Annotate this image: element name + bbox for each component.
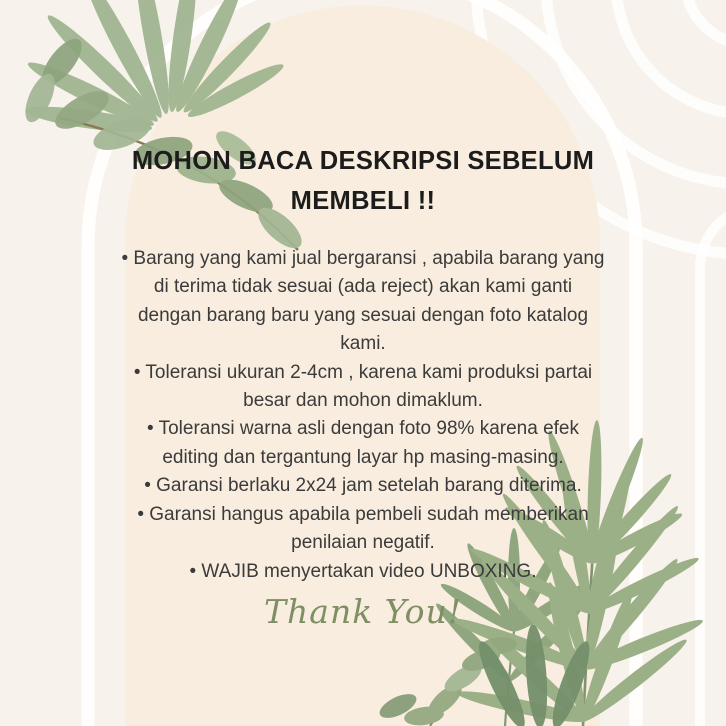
notice-bullet-warranty: • Barang yang kami jual bergaransi , apabila barang yang di terima tidak sesuai (ada reject) akan kami ganti dengan barang baru yang sesuai dengan foto katalog kami. [121, 248, 605, 355]
notice-bullet-warranty-void: • Garansi hangus apabila pembeli sudah memberikan penilaian negatif. [137, 503, 589, 554]
notice-body [121, 245, 605, 586]
notice-content [121, 0, 605, 631]
notice-bullet-unboxing: • WAJIB menyertakan video UNBOXING. [189, 560, 537, 582]
notice-bullet-warranty-period: • Garansi berlaku 2x24 jam setelah barang diterima. [144, 475, 582, 497]
notice-bullet-size-tolerance: • Toleransi ukuran 2-4cm , karena kami produksi partai besar dan mohon dimaklum. [133, 361, 593, 412]
notice-bullet-color-tolerance: • Toleransi warna asli dengan foto 98% karena efek editing dan tergantung layar hp masing-masing. [147, 418, 579, 468]
thank-you-script: Thank You! [264, 591, 462, 631]
notice-title: MOHON BACA DESKRIPSI SEBELUM MEMBELI !! [131, 147, 595, 215]
